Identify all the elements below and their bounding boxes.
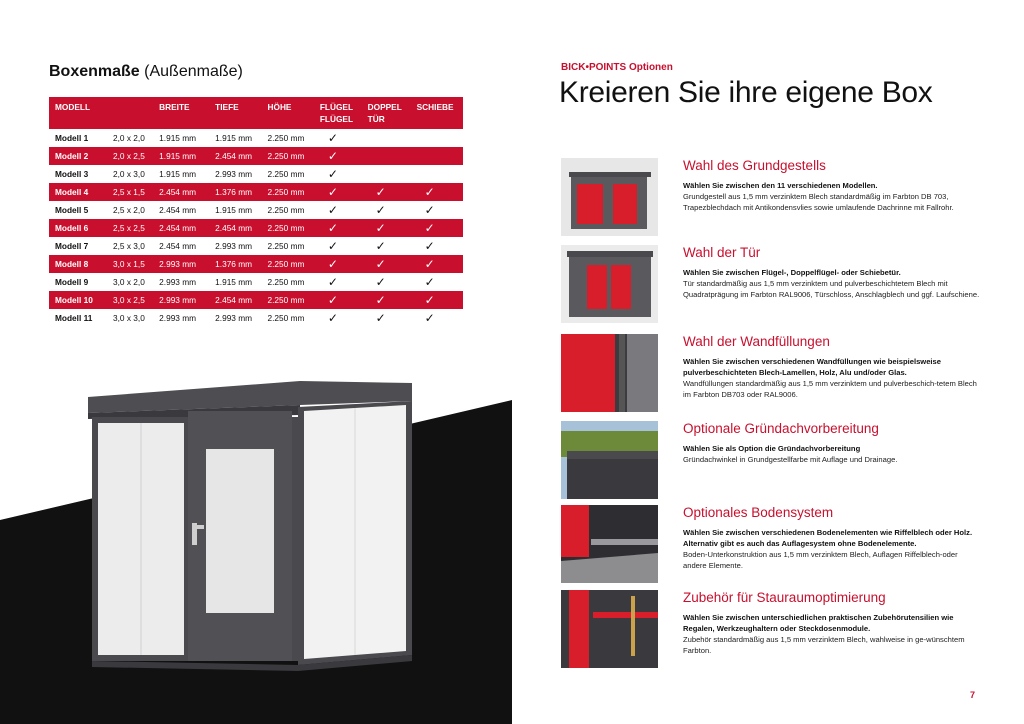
- table-cell-double: ✓: [362, 219, 411, 237]
- feature-title: Optionale Gründachvorbereitung: [683, 421, 879, 436]
- table-cell-depth: 1.376 mm: [209, 255, 261, 273]
- table-cell-wing: ✓: [314, 219, 362, 237]
- table-row: [49, 129, 463, 147]
- table-cell-size: 2,5 x 3,0: [107, 237, 153, 255]
- table-cell-double: ✓: [362, 237, 411, 255]
- feature-lead: Wählen Sie als Option die Gründachvorbereitung: [683, 444, 861, 453]
- table-cell-double: ✓: [362, 183, 411, 201]
- table-header-cell: MODELL: [49, 97, 107, 129]
- table-cell-slide: ✓: [411, 201, 463, 219]
- table-cell-double: ✓: [362, 201, 411, 219]
- table-header-cell: HÖHE: [262, 97, 314, 129]
- table-cell-double: [362, 147, 411, 165]
- feature-lead: Wählen Sie zwischen den 11 verschiedenen Modellen.: [683, 181, 878, 190]
- feature-lead: Wählen Sie zwischen verschiedenen Wandfüllungen wie beispielsweise pulverbeschichteten Blech-Lamellen, Holz, Alu und/oder Glas.: [683, 357, 941, 377]
- frame-thumbnail: [561, 158, 658, 236]
- table-cell-depth: 1.915 mm: [209, 129, 261, 147]
- table-header-cell: TIEFE: [209, 97, 261, 129]
- table-header-row: [49, 97, 463, 129]
- table-row: [49, 255, 463, 273]
- table-cell-height: 2.250 mm: [262, 237, 314, 255]
- table-cell-size: 2,0 x 2,0: [107, 129, 153, 147]
- table-cell-slide: ✓: [411, 309, 463, 327]
- table-cell-height: 2.250 mm: [262, 129, 314, 147]
- feature-accessories: [561, 590, 981, 670]
- feature-lead: Wählen Sie zwischen verschiedenen Bodenelementen wie Riffelblech oder Holz. Alternativ gibt es auch das Auflagesystem ohne Bodenelemente.: [683, 528, 973, 548]
- table-cell-height: 2.250 mm: [262, 183, 314, 201]
- feature-title: Optionales Bodensystem: [683, 505, 834, 520]
- feature-frame: [561, 158, 981, 238]
- table-row: [49, 201, 463, 219]
- table-title: [49, 63, 243, 81]
- table-cell-height: 2.250 mm: [262, 291, 314, 309]
- table-cell-slide: [411, 147, 463, 165]
- table-cell-slide: [411, 165, 463, 183]
- page-number: 7: [970, 690, 976, 700]
- table-cell-width: 2.454 mm: [153, 219, 209, 237]
- table-cell-size: 2,0 x 3,0: [107, 165, 153, 183]
- table-cell-model: Modell 1: [49, 129, 107, 147]
- table-header-cell: FLÜGEL FLÜGEL: [314, 97, 362, 129]
- table-cell-double: ✓: [362, 273, 411, 291]
- table-cell-depth: 1.915 mm: [209, 273, 261, 291]
- feature-title: Wahl des Grundgestells: [683, 158, 826, 173]
- table-cell-double: [362, 165, 411, 183]
- table-cell-slide: ✓: [411, 273, 463, 291]
- table-cell-width: 2.454 mm: [153, 201, 209, 219]
- table-cell-slide: ✓: [411, 237, 463, 255]
- table-row: [49, 165, 463, 183]
- feature-title: Zubehör für Stauraumoptimierung: [683, 590, 886, 605]
- table-title-bold: Boxenmaße: [49, 63, 140, 80]
- floor-thumbnail: [561, 505, 658, 583]
- table-body: [49, 129, 463, 327]
- feature-green-roof: [561, 421, 981, 501]
- table-cell-model: Modell 8: [49, 255, 107, 273]
- table-row: [49, 237, 463, 255]
- table-cell-height: 2.250 mm: [262, 165, 314, 183]
- table-cell-wing: ✓: [314, 183, 362, 201]
- table-cell-model: Modell 2: [49, 147, 107, 165]
- table-cell-size: 3,0 x 2,0: [107, 273, 153, 291]
- table-cell-wing: ✓: [314, 147, 362, 165]
- table-cell-double: ✓: [362, 309, 411, 327]
- table-row: [49, 219, 463, 237]
- table-row: [49, 147, 463, 165]
- table-cell-slide: [411, 129, 463, 147]
- table-cell-model: Modell 10: [49, 291, 107, 309]
- table-cell-wing: ✓: [314, 165, 362, 183]
- dimensions-table: [49, 97, 463, 327]
- table-cell-slide: ✓: [411, 219, 463, 237]
- table-cell-wing: ✓: [314, 201, 362, 219]
- page-headline: Kreieren Sie ihre eigene Box: [559, 76, 933, 109]
- table-cell-wing: ✓: [314, 237, 362, 255]
- wall-thumbnail: [561, 334, 658, 412]
- table-row: [49, 273, 463, 291]
- table-cell-slide: ✓: [411, 183, 463, 201]
- table-cell-depth: 2.454 mm: [209, 291, 261, 309]
- shed-illustration: [80, 375, 420, 705]
- table-cell-depth: 1.915 mm: [209, 201, 261, 219]
- table-cell-model: Modell 4: [49, 183, 107, 201]
- accessories-thumbnail: [561, 590, 658, 668]
- table-cell-model: Modell 11: [49, 309, 107, 327]
- table-cell-depth: 1.376 mm: [209, 183, 261, 201]
- table-cell-double: [362, 129, 411, 147]
- table-cell-model: Modell 5: [49, 201, 107, 219]
- table-row: [49, 309, 463, 327]
- green-roof-thumbnail: [561, 421, 658, 499]
- table-cell-height: 2.250 mm: [262, 255, 314, 273]
- options-label: BICK•POINTS Optionen: [561, 62, 673, 73]
- table-cell-model: Modell 3: [49, 165, 107, 183]
- table-header-spacer: [107, 97, 153, 129]
- feature-door: [561, 245, 981, 325]
- table-cell-width: 1.915 mm: [153, 129, 209, 147]
- table-cell-size: 2,5 x 1,5: [107, 183, 153, 201]
- table-cell-width: 1.915 mm: [153, 165, 209, 183]
- table-cell-size: 2,0 x 2,5: [107, 147, 153, 165]
- table-cell-width: 2.454 mm: [153, 237, 209, 255]
- table-cell-size: 3,0 x 2,5: [107, 291, 153, 309]
- feature-wall-fillings: [561, 334, 981, 414]
- table-cell-width: 2.454 mm: [153, 183, 209, 201]
- table-cell-size: 3,0 x 1,5: [107, 255, 153, 273]
- table-title-sub: (Außenmaße): [144, 63, 243, 80]
- table-cell-wing: ✓: [314, 309, 362, 327]
- table-cell-height: 2.250 mm: [262, 219, 314, 237]
- table-cell-depth: 2.993 mm: [209, 165, 261, 183]
- table-cell-wing: ✓: [314, 129, 362, 147]
- table-cell-depth: 2.993 mm: [209, 237, 261, 255]
- table-cell-wing: ✓: [314, 273, 362, 291]
- table-cell-width: 2.993 mm: [153, 291, 209, 309]
- table-cell-depth: 2.454 mm: [209, 147, 261, 165]
- table-cell-wing: ✓: [314, 255, 362, 273]
- feature-lead: Wählen Sie zwischen unterschiedlichen praktischen Zubehörutensilien wie Regalen, Werkzeughaltern oder Steckdosenmodule.: [683, 613, 954, 633]
- table-row: [49, 183, 463, 201]
- door-thumbnail: [561, 245, 658, 323]
- table-cell-model: Modell 6: [49, 219, 107, 237]
- feature-description: Gründachwinkel in Grundgestellfarbe mit Auflage und Drainage.: [683, 455, 898, 464]
- feature-description: Zubehör standardmäßig aus 1,5 mm verzinktem Blech, wahlweise in ge-wünschtem Farbton.: [683, 635, 965, 655]
- feature-lead: Wählen Sie zwischen Flügel-, Doppelflügel- oder Schiebetür.: [683, 268, 901, 277]
- feature-description: Wandfüllungen standardmäßig aus 1,5 mm verzinktem und pulverbeschich-tetem Blech im Farbton DB703 oder RAL9006.: [683, 379, 977, 399]
- table-cell-size: 2,5 x 2,5: [107, 219, 153, 237]
- table-cell-double: ✓: [362, 255, 411, 273]
- table-cell-model: Modell 7: [49, 237, 107, 255]
- table-cell-double: ✓: [362, 291, 411, 309]
- table-cell-height: 2.250 mm: [262, 309, 314, 327]
- table-cell-depth: 2.993 mm: [209, 309, 261, 327]
- right-page: [512, 0, 1024, 724]
- table-header-cell: SCHIEBE: [411, 97, 463, 129]
- table-header-cell: DOPPEL TÜR: [362, 97, 411, 129]
- feature-description: Boden-Unterkonstruktion aus 1,5 mm verzinktem Blech, Auflagen Riffelblech-oder andere Elemente.: [683, 550, 958, 570]
- feature-title: Wahl der Tür: [683, 245, 761, 260]
- table-cell-height: 2.250 mm: [262, 201, 314, 219]
- table-cell-height: 2.250 mm: [262, 147, 314, 165]
- table-cell-size: 3,0 x 3,0: [107, 309, 153, 327]
- table-cell-slide: ✓: [411, 255, 463, 273]
- table-cell-depth: 2.454 mm: [209, 219, 261, 237]
- table-cell-width: 2.993 mm: [153, 273, 209, 291]
- table-cell-height: 2.250 mm: [262, 273, 314, 291]
- feature-description: Grundgestell aus 1,5 mm verzinktem Blech standardmäßig im Farbton DB 703, Trapezblechdach mit Antikondensvlies sowie umlaufende Dachrinne mit Fallrohr.: [683, 192, 954, 212]
- feature-title: Wahl der Wandfüllungen: [683, 334, 830, 349]
- table-cell-slide: ✓: [411, 291, 463, 309]
- table-cell-width: 2.993 mm: [153, 255, 209, 273]
- table-row: [49, 291, 463, 309]
- feature-description: Tür standardmäßig aus 1,5 mm verzinktem und pulverbeschichtetem Blech mit Quadratprägung im Farbton RAL9006, Türschloss, Anschlagblech und ggf. Laufschiene.: [683, 279, 980, 299]
- table-header-cell: BREITE: [153, 97, 209, 129]
- table-cell-model: Modell 9: [49, 273, 107, 291]
- table-cell-size: 2,5 x 2,0: [107, 201, 153, 219]
- table-cell-width: 1.915 mm: [153, 147, 209, 165]
- table-cell-width: 2.993 mm: [153, 309, 209, 327]
- feature-floor-system: [561, 505, 981, 585]
- table-cell-wing: ✓: [314, 291, 362, 309]
